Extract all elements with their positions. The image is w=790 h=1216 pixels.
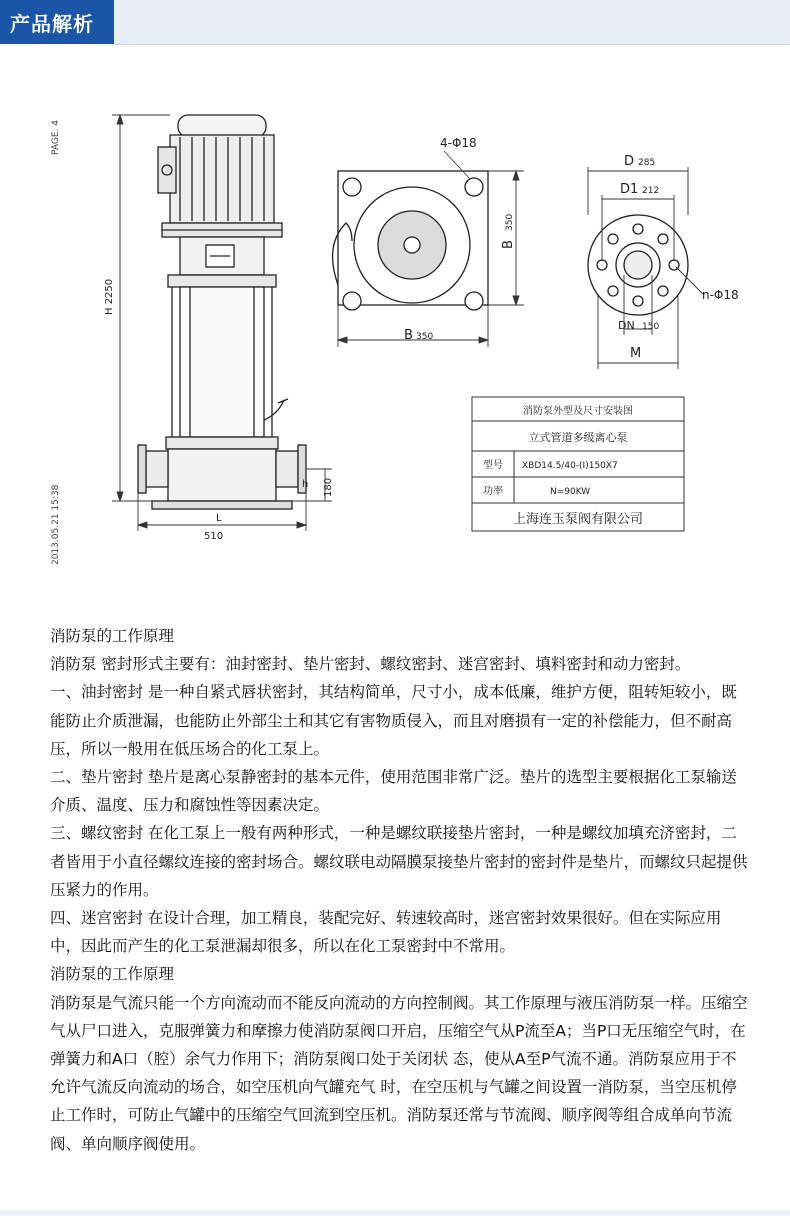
- b-horizontal-label: B: [404, 328, 413, 343]
- b-vertical-label: B: [501, 240, 516, 249]
- page-label: PAGE. 4: [51, 120, 61, 155]
- power-value: N=90KW: [550, 487, 591, 497]
- date-label: 2013.05.21 15:38: [51, 484, 61, 565]
- base-plate-view: [333, 171, 488, 310]
- pump-installation-drawing: [40, 85, 760, 585]
- width-value: 510: [204, 531, 224, 542]
- m-label: M: [630, 346, 642, 361]
- dn-label: DN: [618, 319, 635, 332]
- b-horizontal-value: 350: [416, 332, 434, 342]
- footer-strip: [0, 1210, 790, 1216]
- d-outer-value: 285: [638, 158, 656, 168]
- l-label: L: [216, 513, 222, 524]
- d1-value: 212: [642, 186, 660, 196]
- paragraph: 二、垫片密封 垫片是离心泵静密封的基本元件，使用范围非常广泛。垫片的选型主要根据化工泵输送介质、温度、压力和腐蚀性等因素决定。: [50, 768, 737, 815]
- header-title: 产品解析: [10, 12, 94, 36]
- model-label: 型号: [483, 460, 503, 471]
- b-vertical-value: 350: [505, 213, 515, 231]
- header-bar: [114, 0, 790, 45]
- dn-value: 150: [642, 322, 660, 332]
- company-name: 上海连玉泵阀有限公司: [512, 512, 644, 527]
- section-heading: 消防泵的工作原理: [50, 965, 175, 984]
- height-label: H 2250: [104, 278, 115, 315]
- d1-label: D1: [620, 182, 639, 197]
- paragraph: 消防泵 密封形式主要有：油封密封、垫片密封、螺纹密封、迷宫密封、填料密封和动力密封。: [50, 655, 691, 674]
- info-title: 消防泵外型及尺寸安装图: [523, 406, 633, 417]
- header-tab: [0, 0, 114, 44]
- article-text: [50, 622, 750, 1158]
- flange-view: [588, 215, 688, 315]
- bolt-label: 4-Φ18: [440, 136, 477, 150]
- model-value: XBD14.5/40-(I)150X7: [522, 461, 618, 471]
- n-hole-label: n-Φ18: [702, 288, 739, 302]
- paragraph: 一、油封密封 是一种自紧式唇状密封，其结构简单，尺寸小，成本低廉，维护方便，阻转矩较小，既能防止介质泄漏，也能防止外部尘土和其它有害物质侵入，而且对磨损有一定的补偿能力，但不耐高压，所以一般用在低压场合的化工泵上。: [50, 683, 737, 758]
- pump-elevation: [138, 115, 309, 509]
- h-value: 180: [323, 477, 334, 497]
- power-label: 功率: [483, 486, 503, 497]
- d-outer-label: D: [624, 154, 635, 169]
- info-subtitle: 立式管道多级离心泵: [528, 431, 628, 444]
- page-header: [0, 0, 790, 44]
- paragraph: 三、螺纹密封 在化工泵上一般有两种形式，一种是螺纹联接垫片密封，一种是螺纹加填充济密封，二者皆用于小直径螺纹连接的密封场合。螺纹联电动隔膜泵接垫片密封的密封件是垫片，而螺纹只起提供压紧力的作用。: [50, 824, 748, 899]
- paragraph: 消防泵是气流只能一个方向流动而不能反向流动的方向控制阀。其工作原理与液压消防泵一样。压缩空气从尸口进入，克服弹簧力和摩擦力使消防泵阀口开启，压缩空气从P流至A；当P口无压缩空气时，在弹簧力和A口（腔）余气力作用下；消防泵阀口处于关闭状 态，使从A至P气流不通。消防泵应用于不允许气流反向流动的场合，如空压机向气罐充气 时，在空压机与气罐之间设置一消防泵，当空压机停止工作时，可防止气罐中的压缩空气回流到空压机。消防泵还常与节流阀、顺序阀等组合成单向节流阀、单向顺序阀使用。: [50, 993, 748, 1153]
- h-label: h: [302, 479, 309, 490]
- paragraph: 四、迷宫密封 在设计合理，加工精良，装配完好、转速较高时，迷宫密封效果很好。但在实际应用中，因此而产生的化工泵泄漏却很多，所以在化工泵密封中不常用。: [50, 909, 722, 956]
- section-heading: 消防泵的工作原理: [50, 627, 175, 645]
